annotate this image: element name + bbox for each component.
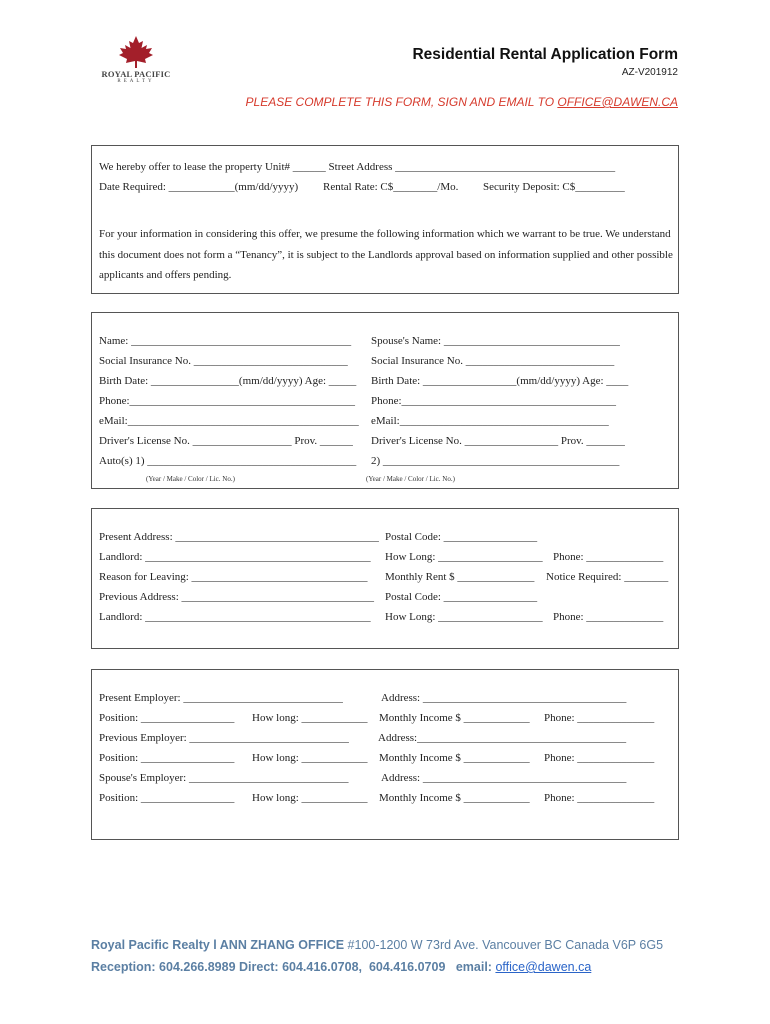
spouse-employer-address-field: Address: _____________________________________ (381, 772, 627, 784)
previous-address-field: Previous Address: ___________________________________ (99, 591, 374, 603)
spouse-birthdate-field: Birth Date: _________________(mm/dd/yyyy) Age: ____ (371, 375, 629, 387)
spouse-position-field: Position: _________________ (99, 792, 235, 804)
how-long-employed-field: How long: ____________ (252, 712, 368, 724)
applicant-email-field: eMail:__________________________________________ (99, 415, 359, 427)
footer-contact-line (91, 960, 591, 974)
present-address-field: Present Address: _____________________________________ (99, 531, 379, 543)
instruction-text (246, 95, 678, 109)
footer-address: #100-1200 W 73rd Ave. Vancouver BC Canada V6P 6G5 (344, 938, 664, 952)
landlord-phone-field: Phone: ______________ (553, 551, 664, 563)
auto2-field: 2) ___________________________________________ (371, 455, 620, 467)
offer-section (91, 145, 679, 294)
footer-address-line (91, 938, 663, 952)
maple-leaf-icon (116, 36, 156, 68)
offer-security-deposit: Security Deposit: C$_________ (483, 181, 625, 193)
previous-how-long-field: How Long: ___________________ (385, 611, 543, 623)
auto1-caption: (Year / Make / Color / Lic. No.) (146, 475, 235, 483)
present-postal-code-field: Postal Code: _________________ (385, 531, 538, 543)
offer-property-line: We hereby offer to lease the property Unit# ______ Street Address ________________________________________ (99, 161, 616, 173)
instruction-email-link[interactable]: OFFICE@DAWEN.CA (557, 95, 678, 109)
offer-date-required: Date Required: ____________(mm/dd/yyyy) (99, 181, 299, 193)
footer-email-link[interactable]: office@dawen.ca (495, 960, 592, 974)
previous-position-field: Position: _________________ (99, 752, 235, 764)
spouse-employer-field: Spouse's Employer: _____________________________ (99, 772, 349, 784)
spouse-how-long-employed-field: How long: ____________ (252, 792, 368, 804)
previous-landlord-phone-field: Phone: ______________ (553, 611, 664, 623)
previous-monthly-income-field: Monthly Income $ ____________ (379, 752, 530, 764)
company-logo (96, 36, 176, 92)
present-employer-field: Present Employer: _____________________________ (99, 692, 343, 704)
applicant-name-field: Name: ________________________________________ (99, 335, 352, 347)
instruction-label: PLEASE COMPLETE THIS FORM, SIGN AND EMAIL TO (245, 95, 558, 109)
logo-text: ROYAL PACIFIC (101, 69, 171, 79)
monthly-income-field: Monthly Income $ ____________ (379, 712, 530, 724)
logo-subtext: REALTY (117, 79, 155, 84)
auto2-caption: (Year / Make / Color / Lic. No.) (366, 475, 455, 483)
spouse-monthly-income-field: Monthly Income $ ____________ (379, 792, 530, 804)
employer-phone-field: Phone: ______________ (544, 712, 655, 724)
spouse-email-field: eMail:______________________________________ (371, 415, 609, 427)
offer-disclaimer: For your information in considering this offer, we presume the following information which we warrant to be true. We understand this document does not form a “Tenancy”, it is subject to the Landlords approval based on information supplied and other possible applicants and offers pending. (99, 228, 673, 281)
footer-contacts: Reception: 604.266.8989 Direct: 604.416.0708, 604.416.0709 email: (91, 960, 496, 974)
footer-company: Royal Pacific Realty l ANN ZHANG OFFICE (91, 938, 345, 952)
applicant-license-field: Driver's License No. __________________ Prov. ______ (99, 435, 353, 447)
monthly-rent-field: Monthly Rent $ ______________ (385, 571, 535, 583)
landlord-field: Landlord: _________________________________________ (99, 551, 371, 563)
spouse-license-field: Driver's License No. _________________ Prov. _______ (371, 435, 625, 447)
previous-landlord-field: Landlord: _________________________________________ (99, 611, 371, 623)
previous-employer-field: Previous Employer: _____________________________ (99, 732, 349, 744)
reason-leaving-field: Reason for Leaving: ________________________________ (99, 571, 368, 583)
previous-how-long-employed-field: How long: ____________ (252, 752, 368, 764)
previous-postal-code-field: Postal Code: _________________ (385, 591, 538, 603)
form-code: AZ-V201912 (621, 67, 678, 78)
offer-rental-rate: Rental Rate: C$________/Mo. (323, 181, 459, 193)
form-title: Residential Rental Application Form (412, 46, 678, 63)
notice-required-field: Notice Required: ________ (546, 571, 669, 583)
position-field: Position: _________________ (99, 712, 235, 724)
spouse-phone-field: Phone:_______________________________________ (371, 395, 617, 407)
applicant-section (91, 312, 679, 489)
applicant-birthdate-field: Birth Date: ________________(mm/dd/yyyy) Age: _____ (99, 375, 357, 387)
previous-employer-phone-field: Phone: ______________ (544, 752, 655, 764)
applicant-phone-field: Phone:_________________________________________ (99, 395, 356, 407)
present-employer-address-field: Address: _____________________________________ (381, 692, 627, 704)
residence-section (91, 508, 679, 649)
applicant-sin-field: Social Insurance No. ____________________________ (99, 355, 348, 367)
previous-employer-address-field: Address:______________________________________ (378, 732, 627, 744)
spouse-sin-field: Social Insurance No. ___________________________ (371, 355, 615, 367)
how-long-field: How Long: ___________________ (385, 551, 543, 563)
spouse-employer-phone-field: Phone: ______________ (544, 792, 655, 804)
applicant-auto1-field: Auto(s) 1) ______________________________________ (99, 455, 357, 467)
employment-section (91, 669, 679, 840)
spouse-name-field: Spouse's Name: ________________________________ (371, 335, 620, 347)
